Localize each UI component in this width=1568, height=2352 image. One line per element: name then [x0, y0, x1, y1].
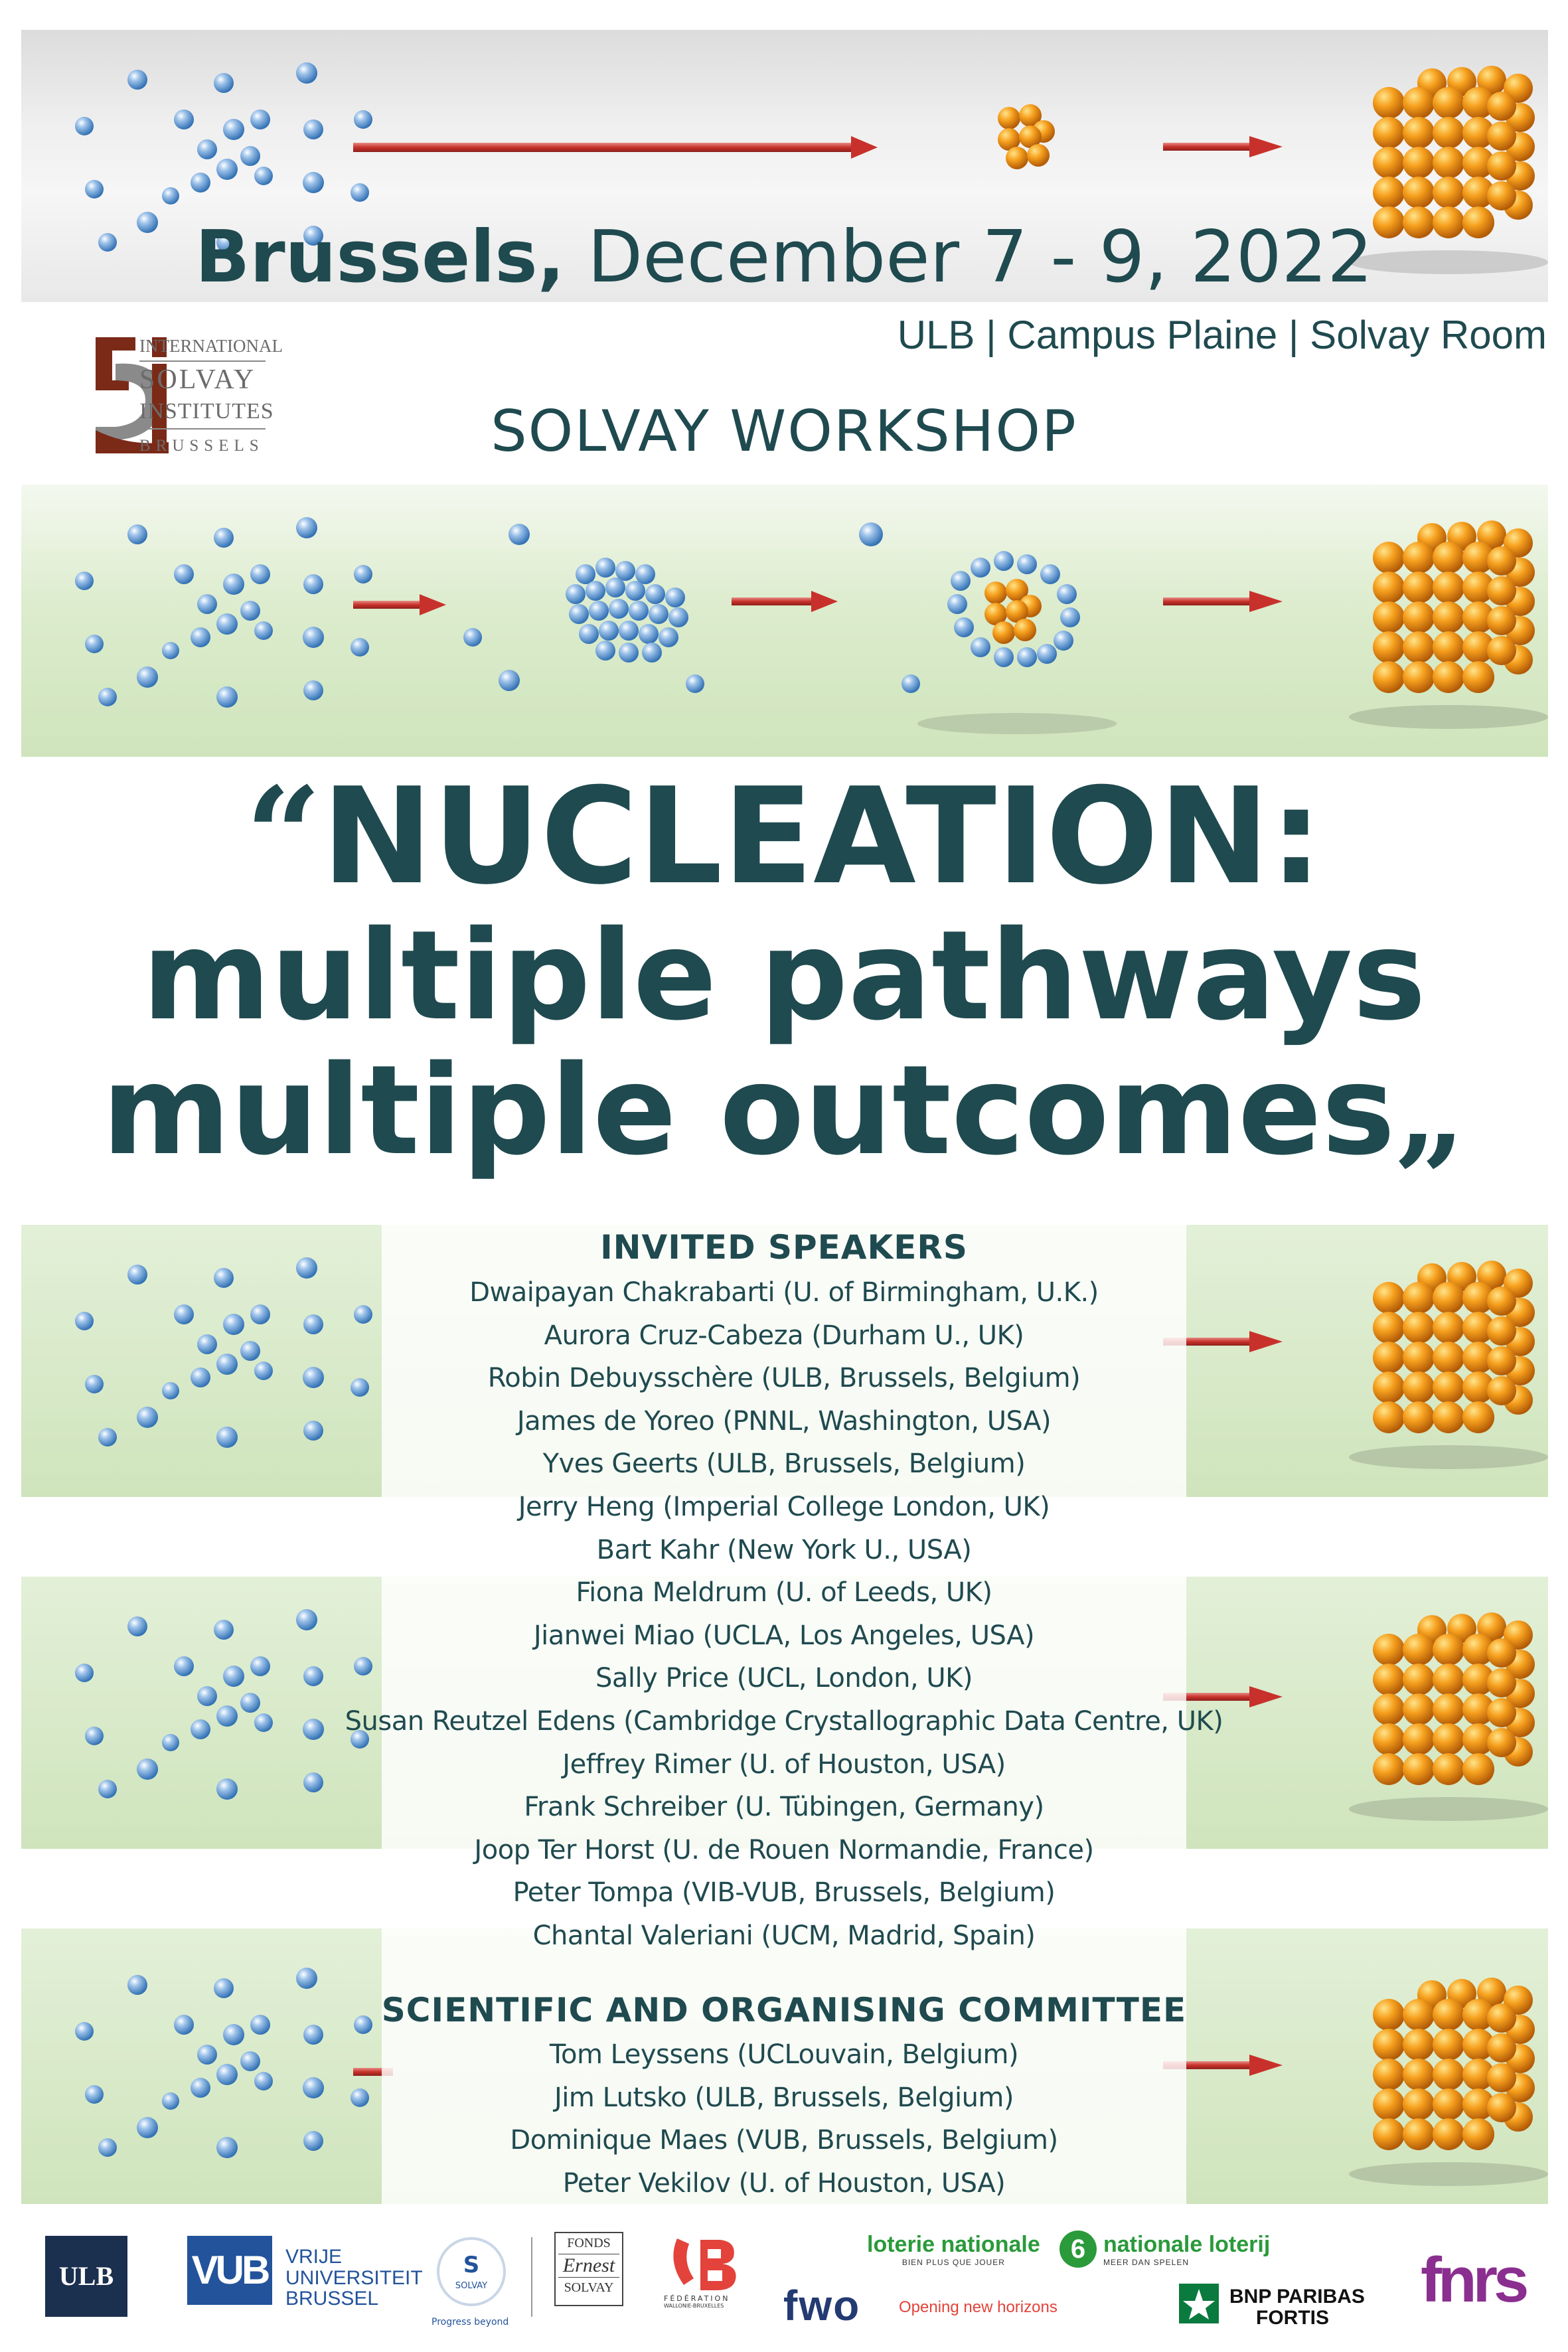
title-line-3	[0, 1037, 1568, 1182]
bnp-star-icon	[1179, 2284, 1219, 2323]
invited-speakers-section	[0, 1223, 1568, 1958]
speaker-item: Frank Schreiber (U. Tübingen, Germany)	[524, 1792, 1044, 1823]
logo-line-brussels: BRUSSELS	[139, 437, 264, 455]
sponsor-footer	[0, 2217, 1568, 2352]
red-arrow-icon	[732, 591, 838, 612]
loterie-nl-text: nationale loterij	[1103, 2232, 1271, 2257]
ulb-logo: ULB	[45, 2236, 127, 2317]
open-quote: “	[245, 758, 322, 914]
workshop-title	[0, 758, 1568, 1182]
workshop-label: SOLVAY WORKSHOP	[491, 398, 1077, 465]
speaker-item: Dwaipayan Chakrabarti (U. of Birmingham, U.K.)	[469, 1277, 1099, 1308]
committee-section	[0, 1987, 1568, 2205]
red-arrow-icon	[1163, 591, 1283, 612]
fwb-mark-icon	[664, 2232, 744, 2292]
loterie-six-icon: 6	[1059, 2231, 1097, 2268]
speaker-item: James de Yoreo (PNNL, Washington, USA)	[516, 1405, 1052, 1437]
event-venue: ULB | Campus Plaine | Solvay Room	[897, 313, 1547, 357]
title-line-1	[0, 758, 1568, 914]
crystal-cube-icon	[1373, 66, 1535, 238]
speaker-item: Robin Debuysschère (ULB, Brussels, Belgium)	[487, 1363, 1081, 1394]
committee-member: Dominique Maes (VUB, Brussels, Belgium)	[510, 2125, 1058, 2156]
loterie-fr-sub: BIEN PLUS QUE JOUER	[902, 2258, 1005, 2267]
speaker-item: Jianwei Miao (UCLA, Los Angeles, USA)	[533, 1620, 1035, 1651]
speaker-item: Aurora Cruz-Cabeza (Durham U., UK)	[544, 1320, 1024, 1351]
fwo-tagline: Opening new horizons	[899, 2298, 1058, 2316]
committee-member: Tom Leyssens (UCLouvain, Belgium)	[549, 2039, 1019, 2070]
bnp-line-2: FORTIS	[1256, 2306, 1329, 2329]
ernest-line-3: SOLVAY	[564, 2280, 614, 2295]
event-dates: December 7 - 9, 2022	[588, 216, 1373, 299]
fwb-line-2: WALLONIE-BRUXELLES	[664, 2303, 724, 2309]
committee-member: Peter Vekilov (U. of Houston, USA)	[562, 2167, 1006, 2199]
red-arrow-icon	[353, 594, 446, 615]
speaker-item: Peter Tompa (VIB-VUB, Brussels, Belgium)	[512, 1877, 1056, 1909]
loterie-fr-text: loterie nationale	[867, 2232, 1040, 2257]
vub-wordmark	[285, 2246, 423, 2310]
ernest-line-1: FONDS	[567, 2236, 611, 2250]
solvay-logo	[437, 2237, 506, 2306]
bnp-wordmark	[1229, 2286, 1365, 2328]
fwb-line-1: FÉDÉRATION	[664, 2294, 730, 2303]
logo-line-institutes: INSTITUTES	[139, 399, 274, 424]
speaker-item: Chantal Valeriani (UCM, Madrid, Spain)	[532, 1920, 1036, 1951]
title-nucleation: NUCLEATION:	[321, 759, 1323, 914]
solvay-tagline: Progress beyond	[431, 2317, 509, 2327]
nucleation-band-2	[21, 485, 1548, 757]
fwo-logo: fwo	[783, 2282, 861, 2329]
crystal-cube-icon	[1373, 520, 1535, 693]
speaker-item: Sally Price (UCL, London, UK)	[595, 1663, 973, 1694]
vub-line-3: BRUSSEL	[285, 2288, 379, 2310]
title-line-2: multiple pathways	[141, 903, 1427, 1048]
logo-rule	[139, 360, 266, 362]
logo-line-international: INTERNATIONAL	[139, 336, 283, 356]
footer-divider	[531, 2237, 532, 2317]
solvay-s-icon: S	[463, 2252, 480, 2278]
committee-member: Jim Lutsko (ULB, Brussels, Belgium)	[554, 2082, 1014, 2113]
loterie-nl-sub: MEER DAN SPELEN	[1103, 2258, 1190, 2267]
bnp-paribas-fortis-logo	[1179, 2284, 1365, 2329]
vub-logo	[187, 2236, 423, 2310]
small-crystal-icon	[998, 104, 1055, 169]
title-outcomes: multiple outcomes	[102, 1038, 1395, 1182]
red-arrow-icon	[353, 136, 878, 159]
committee-heading: SCIENTIFIC AND ORGANISING COMMITTEE	[381, 1991, 1187, 2029]
speaker-item: Yves Geerts (ULB, Brussels, Belgium)	[542, 1449, 1026, 1480]
event-date-line	[0, 216, 1568, 299]
logo-line-solvay: SOLVAY	[139, 364, 256, 395]
fonds-ernest-solvay-logo	[554, 2232, 623, 2306]
ernest-line-2: Ernest	[558, 2254, 619, 2278]
vub-mark: VUB	[187, 2236, 272, 2305]
dense-cluster-icon	[463, 524, 704, 693]
molecule-particles-icon	[75, 517, 372, 708]
cluster-with-nucleus-icon	[859, 522, 1117, 734]
speaker-item: Bart Kahr (New York U., USA)	[596, 1534, 972, 1565]
vub-line-1: VRIJE	[285, 2246, 343, 2268]
event-city: Brussels,	[195, 216, 565, 299]
close-quote: „	[1395, 1037, 1466, 1182]
federation-wallonie-bruxelles-logo	[664, 2232, 744, 2309]
speaker-item: Fiona Meldrum (U. of Leeds, UK)	[576, 1577, 992, 1608]
bnp-line-1: BNP PARIBAS	[1229, 2286, 1365, 2308]
vub-line-2: UNIVERSITEIT	[285, 2266, 423, 2289]
speaker-item: Susan Reutzel Edens (Cambridge Crystallographic Data Centre, UK)	[345, 1705, 1223, 1737]
nucleation-illustration-2	[21, 485, 1548, 757]
speaker-item: Jeffrey Rimer (U. of Houston, USA)	[562, 1749, 1006, 1780]
speaker-item: Jerry Heng (Imperial College London, UK)	[518, 1491, 1050, 1522]
invited-speakers-heading: INVITED SPEAKERS	[600, 1228, 968, 1267]
speaker-item: Joop Ter Horst (U. de Rouen Normandie, France)	[474, 1834, 1094, 1865]
solvay-logo-text: SOLVAY	[455, 2281, 488, 2291]
fnrs-logo: fnrs	[1421, 2244, 1526, 2315]
loterie-nationale-logo	[867, 2232, 1040, 2267]
nationale-loterij-logo	[1103, 2232, 1270, 2267]
red-arrow-icon	[1163, 136, 1283, 157]
